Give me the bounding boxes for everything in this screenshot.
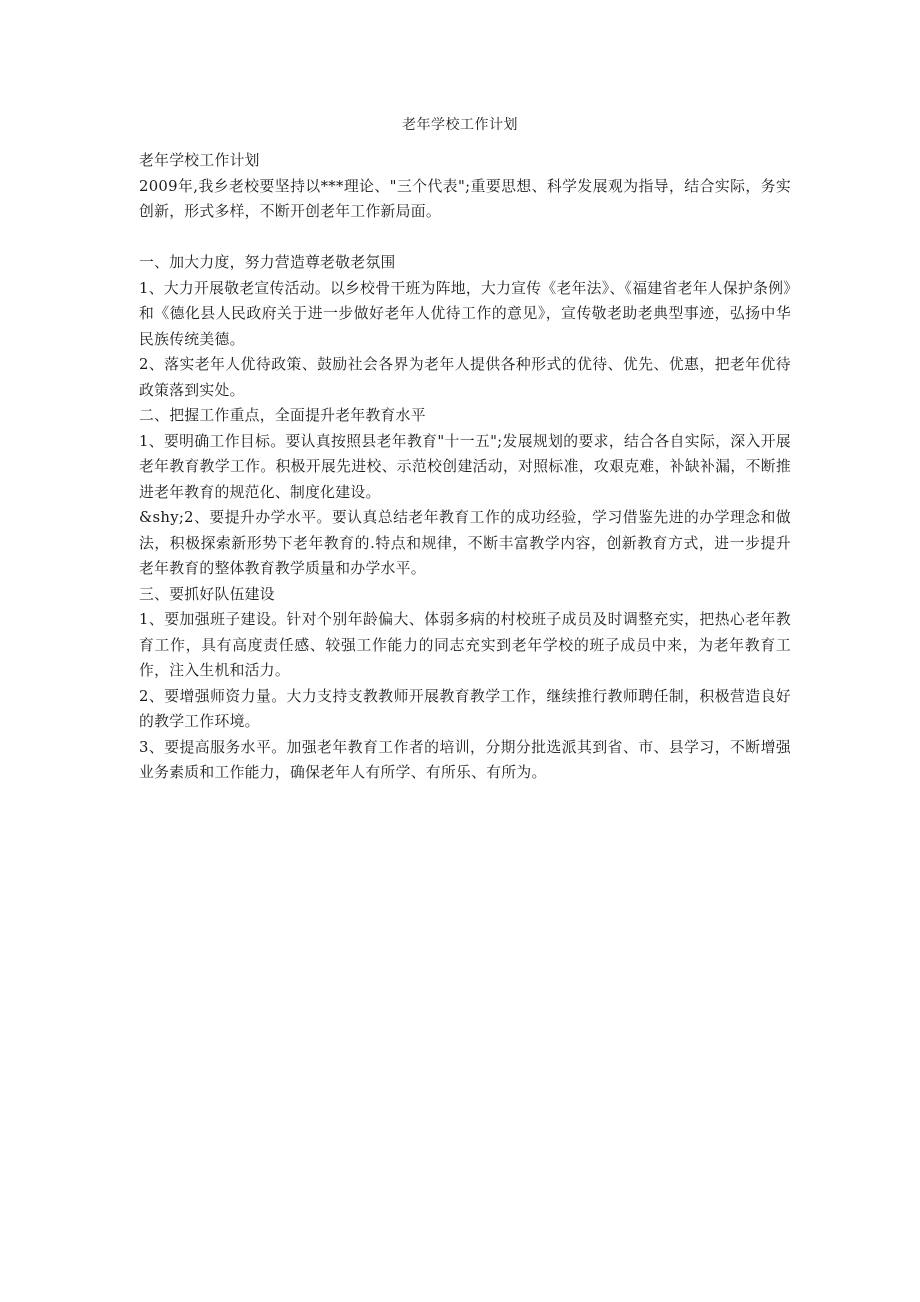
section-heading-3: 三、要抓好队伍建设 xyxy=(139,585,275,603)
section-heading-2: 二、把握工作重点，全面提升老年教育水平 xyxy=(139,407,426,424)
body-heading: 老年学校工作计划 xyxy=(139,152,260,169)
section-heading-1: 一、加大力度，努力营造尊老敬老氛围 xyxy=(139,254,396,271)
section-3-item-2: 2、要增强师资力量。大力支持支教教师开展教育教学工作，继续推行教师聘任制，积极营造良好的教学工作环境。 xyxy=(139,687,791,730)
section-1-item-1: 1、大力开展敬老宣传活动。以乡校骨干班为阵地，大力宣传《老年法》、《福建省老年人保护条例》和《德化县人民政府关于进一步做好老年人优待工作的意见》，宣传敬老助老典型事迹，弘扬中华民族传统美德。 xyxy=(139,279,791,348)
section-3-item-1: 1、要加强班子建设。针对个别年龄偏大、体弱多病的村校班子成员及时调整充实，把热心老年教育工作，具有高度责任感、较强工作能力的同志充实到老年学校的班子成员中来，为老年教育工作，注入生机和活力。 xyxy=(139,611,791,679)
blank-line xyxy=(139,225,791,251)
document-body xyxy=(139,148,791,786)
intro-paragraph: 2009年,我乡老校要坚持以***理论、"三个代表";重要思想、科学发展观为指导，结合实际，务实创新，形式多样，不断开创老年工作新局面。 xyxy=(139,177,791,220)
section-3-item-3: 3、要提高服务水平。加强老年教育工作者的培训，分期分批选派其到省、市、县学习，不断增强业务素质和工作能力，确保老年人有所学、有所乐、有所为。 xyxy=(139,738,791,781)
document-title: 老年学校工作计划 xyxy=(402,117,518,133)
section-2-item-1: 1、要明确工作目标。要认真按照县老年教育"十一五";发展规划的要求，结合各自实际，深入开展老年教育教学工作。积极开展先进校、示范校创建活动，对照标准，攻艰克难，补缺补漏，不断推进老年教育的规范化、制度化建设。 xyxy=(139,432,791,501)
section-1-item-2: 2、落实老年人优待政策、鼓励社会各界为老年人提供各种形式的优待、优先、优惠，把老年优待政策落到实处。 xyxy=(139,356,791,399)
section-2-item-2: &shy;2、要提升办学水平。要认真总结老年教育工作的成功经验，学习借鉴先进的办学理念和做法，积极探索新形势下老年教育的.特点和规律，不断丰富教学内容，创新教育方式，进一步提升老年教育的整体教育教学质量和办学水平。 xyxy=(139,509,791,577)
